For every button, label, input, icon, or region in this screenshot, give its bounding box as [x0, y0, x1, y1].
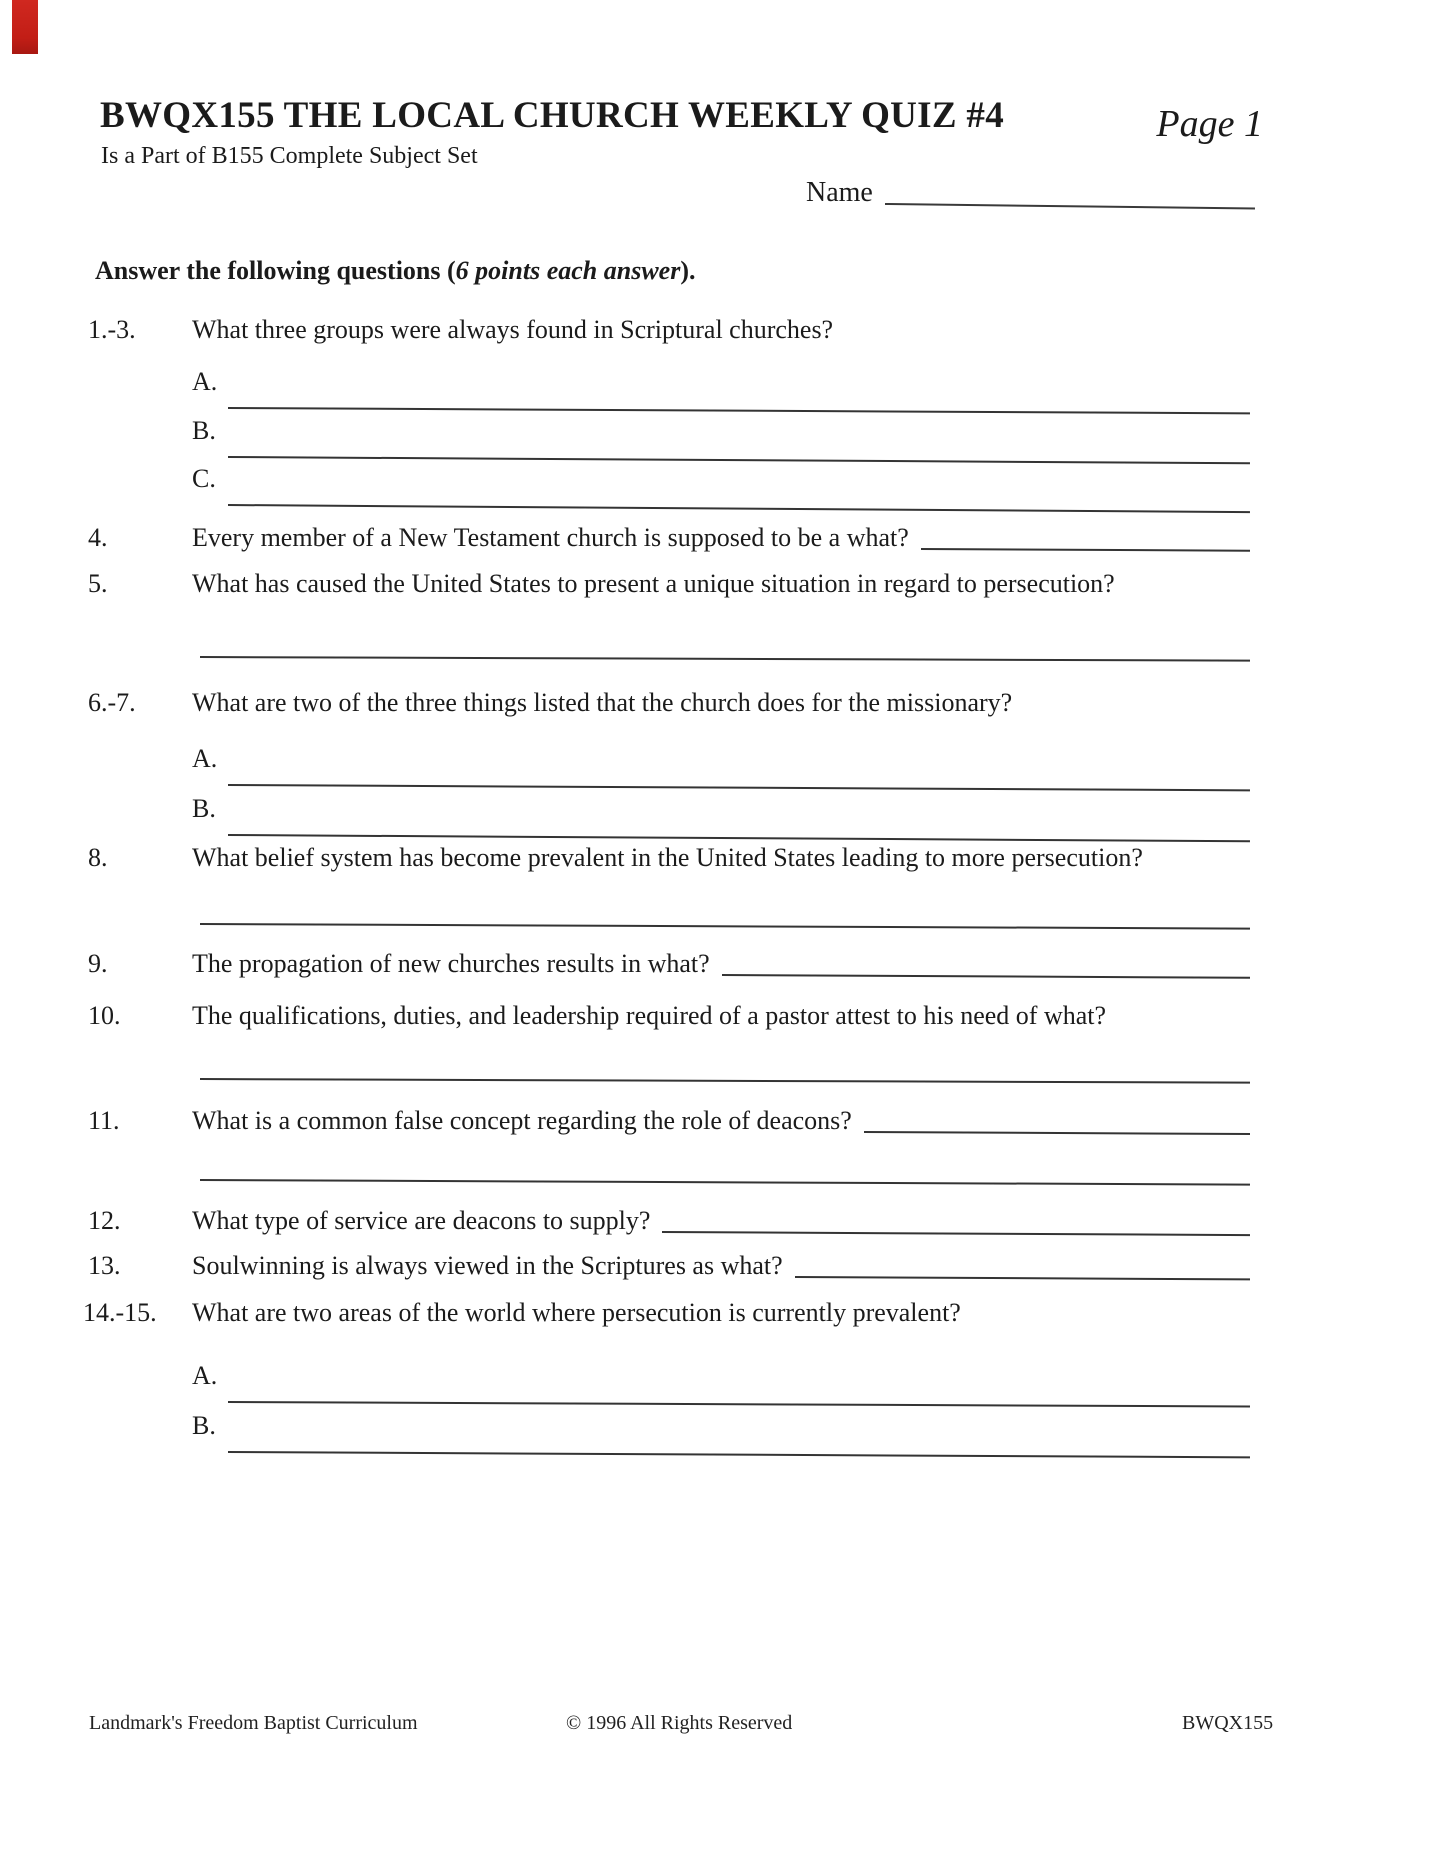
- page-number-label: Page 1: [1156, 103, 1263, 145]
- answer-line: [228, 456, 1250, 464]
- instruction-suffix: ).: [680, 256, 696, 285]
- question-5: [88, 568, 1250, 600]
- answer-line: [228, 784, 1250, 791]
- question-text: What are two areas of the world where persecution is currently prevalent?: [192, 1298, 961, 1327]
- question-text: The qualifications, duties, and leadership required of a pastor attest to his need of what?: [192, 1001, 1107, 1030]
- name-row: [806, 176, 1255, 210]
- question-6-7: [88, 687, 1250, 719]
- answer-line: [228, 1401, 1250, 1407]
- question-text: What is a common false concept regarding the role of deacons?: [192, 1106, 852, 1135]
- instruction-line: [95, 256, 696, 286]
- name-label: Name: [806, 177, 873, 208]
- question-number: 6.-7.: [88, 688, 136, 717]
- answer-line: [228, 1451, 1250, 1458]
- question-text: The propagation of new churches results in what?: [192, 949, 710, 978]
- footer-code: BWQX155: [1182, 1712, 1274, 1734]
- answer-line: [921, 548, 1250, 552]
- answer-line: [228, 407, 1250, 414]
- letter-label-b: B.: [192, 416, 216, 445]
- question-number: 4.: [88, 523, 108, 552]
- footer-publisher: Landmark's Freedom Baptist Curriculum: [89, 1712, 418, 1734]
- question-8: [88, 842, 1250, 874]
- name-blank-line: [885, 203, 1255, 210]
- instruction-emphasis: 6 points each answer: [455, 256, 681, 285]
- answer-line: [200, 1078, 1250, 1084]
- answer-line: [228, 834, 1250, 842]
- question-text: Every member of a New Testament church is supposed to be a what?: [192, 523, 909, 552]
- question-number: 12.: [88, 1206, 121, 1235]
- question-9: [88, 948, 1250, 980]
- letter-label-a: A.: [192, 744, 218, 773]
- question-number: 13.: [88, 1251, 121, 1280]
- question-text: What are two of the three things listed that the church does for the missionary?: [192, 688, 1013, 717]
- question-10: [88, 1000, 1250, 1032]
- question-11: [88, 1105, 1250, 1137]
- answer-line: [228, 504, 1250, 513]
- question-number: 5.: [88, 569, 108, 598]
- footer-copyright: © 1996 All Rights Reserved: [566, 1712, 793, 1734]
- question-14-15: [83, 1297, 1250, 1329]
- question-text: Soulwinning is always viewed in the Scriptures as what?: [192, 1251, 783, 1280]
- question-number: 14.-15.: [83, 1298, 157, 1327]
- answer-line: [795, 1276, 1250, 1280]
- letter-label-b: B.: [192, 794, 216, 823]
- question-number: 8.: [88, 843, 108, 872]
- letter-label-c: C.: [192, 464, 216, 493]
- question-number: 11.: [88, 1106, 120, 1135]
- answer-line: [200, 923, 1250, 930]
- instruction-prefix: Answer the following questions (: [95, 256, 456, 285]
- answer-line: [662, 1231, 1250, 1236]
- question-12: [88, 1205, 1250, 1237]
- answer-line: [200, 656, 1250, 662]
- question-1-3: [88, 314, 1250, 346]
- letter-label-a: A.: [192, 1361, 218, 1390]
- answer-line: [864, 1131, 1250, 1135]
- answer-line: [200, 1179, 1250, 1186]
- question-text: What three groups were always found in Scriptural churches?: [192, 315, 834, 344]
- answer-line: [722, 974, 1250, 979]
- question-text: What belief system has become prevalent in the United States leading to more persecution?: [192, 843, 1143, 872]
- subtitle: Is a Part of B155 Complete Subject Set: [101, 143, 478, 169]
- red-scan-mark: [12, 0, 38, 54]
- question-13: [88, 1250, 1250, 1282]
- question-4: [88, 522, 1250, 554]
- letter-label-a: A.: [192, 367, 218, 396]
- question-text: What has caused the United States to present a unique situation in regard to persecution?: [192, 569, 1115, 598]
- letter-label-b: B.: [192, 1411, 216, 1440]
- question-number: 9.: [88, 949, 108, 978]
- page-title: BWQX155 THE LOCAL CHURCH WEEKLY QUIZ #4: [100, 95, 1004, 136]
- question-number: 10.: [88, 1001, 121, 1030]
- question-number: 1.-3.: [88, 315, 136, 344]
- question-text: What type of service are deacons to supply?: [192, 1206, 651, 1235]
